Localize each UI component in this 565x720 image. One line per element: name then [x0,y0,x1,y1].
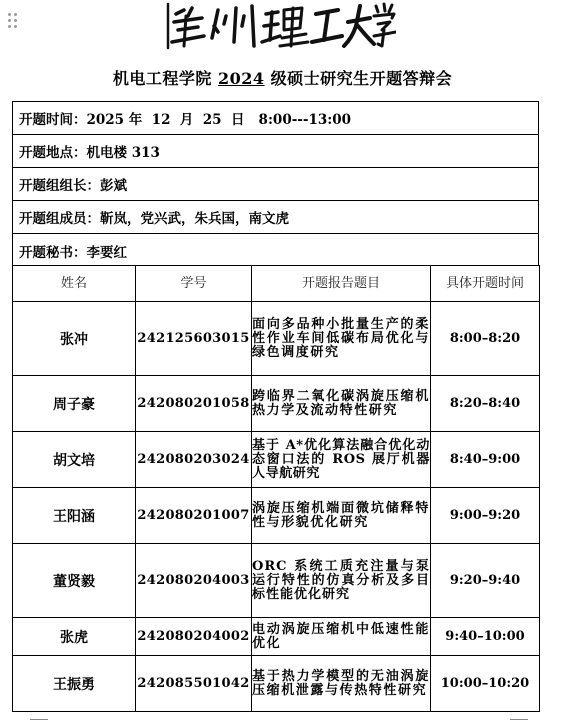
info-members [13,201,538,234]
title-prefix: 机电工程学院 [112,69,218,88]
cell-time: 10:00–10:20 [431,656,540,712]
cell-topic: 跨临界二氧化碳涡旋压缩机热力学及流动特性研究 [252,376,431,432]
cell-topic: 电动涡旋压缩机中低速性能优化 [252,618,431,656]
schedule-table [12,265,540,712]
info-leader-label: 开题组组长： [19,178,100,194]
cell-id: 242080204002 [136,618,252,656]
university-logo [166,2,396,50]
info-leader-value: 彭斌 [100,178,127,194]
cell-name: 王振勇 [13,656,136,712]
cell-name: 张冲 [13,302,136,376]
table-row [13,656,540,712]
page-title [0,66,565,89]
info-time [13,102,538,135]
table-row [13,544,540,618]
header-name: 姓名 [13,266,136,302]
table-row [13,376,540,432]
info-leader [13,168,538,201]
cell-name: 董贤毅 [13,544,136,618]
title-suffix: 级硕士研究生开题答辩会 [264,69,453,88]
table-header-row [13,266,540,302]
cell-id: 242080203024 [136,432,252,488]
header-id: 学号 [136,266,252,302]
cell-time: 8:20–8:40 [431,376,540,432]
cell-time: 9:20–9:40 [431,544,540,618]
cell-time: 9:00–9:20 [431,488,540,544]
table-row [13,618,540,656]
drag-handle-icon[interactable] [8,13,22,33]
cell-name: 周子豪 [13,376,136,432]
cell-id: 242085501042 [136,656,252,712]
cell-id: 242080204003 [136,544,252,618]
info-place [13,135,538,168]
cell-id: 242080201058 [136,376,252,432]
table-row [13,302,540,376]
cell-topic: 基于 A*优化算法融合优化动态窗口法的 ROS 展厅机器人导航研究 [252,432,431,488]
table-row [13,488,540,544]
cell-name: 胡文培 [13,432,136,488]
cell-name: 王阳涵 [13,488,136,544]
info-secretary [13,234,538,267]
info-place-label: 开题地点： [19,145,87,161]
header-time: 具体开题时间 [431,266,540,302]
cell-id: 242080201007 [136,488,252,544]
logo-text: 兰州理工大学 [166,2,172,3]
table-row [13,432,540,488]
info-time-label: 开题时间： [19,112,87,128]
cell-time: 9:40–10:00 [431,618,540,656]
info-section [12,101,539,266]
cell-name: 张虎 [13,618,136,656]
title-year: 2024 [217,69,265,88]
cell-id: 242125603015 [136,302,252,376]
cell-topic: ORC 系统工质充注量与泵运行特性的仿真分析及多目标性能优化研究 [252,544,431,618]
cell-topic: 面向多品种小批量生产的柔性作业车间低碳布局优化与绿色调度研究 [252,302,431,376]
info-members-value: 靳岚，党兴武，朱兵国，南文虎 [100,211,289,227]
cell-time: 8:00–8:20 [431,302,540,376]
header-topic: 开题报告题目 [252,266,431,302]
info-place-value: 机电楼 313 [86,145,160,161]
info-members-label: 开题组成员： [19,211,100,227]
cell-time: 8:40–9:00 [431,432,540,488]
info-time-value: 2025 年 12 月 25 日 8:00---13:00 [86,112,352,128]
info-secretary-value: 李要红 [86,244,127,261]
cell-topic: 基于热力学模型的无油涡旋压缩机泄露与传热特性研究 [252,656,431,712]
cell-topic: 涡旋压缩机端面微坑储释特性与形貌优化研究 [252,488,431,544]
info-secretary-label: 开题秘书： [19,244,87,261]
